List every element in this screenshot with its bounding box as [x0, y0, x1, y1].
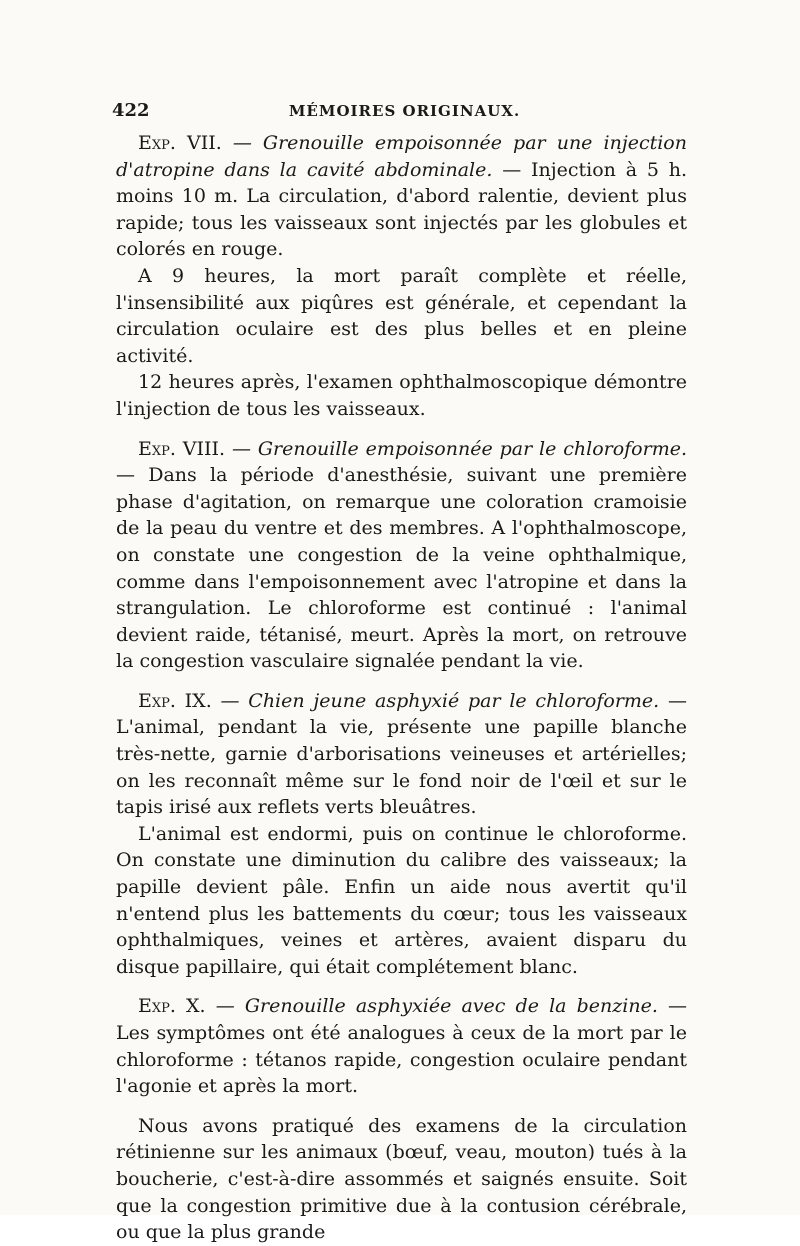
- paragraph: [116, 263, 687, 369]
- experiment-label: Exp. VII.: [138, 132, 222, 154]
- paragraph-text: — Les symptômes ont été analogues à ceux de la mort par le chloroforme : tétanos rapide, congestion oculaire pendant l'agonie et après la mort.: [116, 995, 687, 1098]
- experiment-label: Exp. X.: [138, 995, 206, 1018]
- paragraph-text: — Injection à 5 h. moins 10 m. La circulation, d'abord ralentie, devient plus rapide; tous les vaisseaux sont injectés par les globules et colorés en rouge.: [116, 158, 687, 261]
- paragraph: [116, 821, 687, 981]
- paragraph: [116, 369, 687, 422]
- paragraph: [116, 688, 687, 821]
- paragraph-text: A 9 heures, la mort paraît complète et réelle, l'insensibilité aux piqûres est générale, et cependant la circulation oculaire est des plus belles et en pleine activité.: [116, 264, 687, 367]
- paragraph-text: Nous avons pratiqué des examens de la circulation rétinienne sur les animaux (bœuf, veau, mouton) tués à la boucherie, c'est-à-dire assommés et saignés ensuite. Soit que la congestion primitive due à la contusion cérébrale, ou que la plus grande: [116, 1114, 687, 1244]
- paragraph: [116, 436, 687, 675]
- experiment-title: — Grenouille empoisonnée par le chloroforme.: [231, 437, 688, 460]
- paragraph-text: 12 heures après, l'examen ophthalmoscopique démontre l'injection de tous les vaisseaux.: [116, 371, 687, 420]
- page-body: [116, 130, 687, 1246]
- paragraph: [116, 993, 687, 1099]
- paragraph: [116, 130, 687, 263]
- paragraph-text: — Dans la période d'anesthésie, suivant une première phase d'agitation, on remarque une coloration cramoisie de la peau du ventre et des membres. A l'ophthalmoscope, on constate une congestion de la veine ophthalmique, comme dans l'empoisonnement avec l'atropine et dans la strangulation. Le chloroforme est continué : l'animal devient raide, tétanisé, meurt. Après la mort, on retrouve la congestion vasculaire signalée pendant la vie.: [116, 464, 687, 673]
- experiment-title: — Chien jeune asphyxié par le chloroforme.: [220, 689, 660, 712]
- paragraph-text: — L'animal, pendant la vie, présente une papille blanche très-nette, garnie d'arborisations veineuses et artérielles; on les reconnaît même sur le fond noir de l'œil et sur le tapis irisé aux reflets verts bleuâtres.: [116, 689, 687, 819]
- running-title: MÉMOIRES ORIGINAUX.: [288, 102, 521, 120]
- paragraph: [116, 1113, 687, 1246]
- experiment-title: — Grenouille empoisonnée par une injection d'atropine dans la cavité abdominale.: [116, 132, 687, 181]
- experiment-title: — Grenouille asphyxiée avec de la benzine.: [215, 995, 658, 1018]
- paragraph-text: L'animal est endormi, puis on continue le chloroforme. On constate une diminution du calibre des vaisseaux; la papille devient pâle. Enfin un aide nous avertit qu'il n'entend plus les battements du cœur; tous les vaisseaux ophthalmiques, veines et artères, avaient disparu du disque papillaire, qui était complétement blanc.: [116, 822, 687, 978]
- page-number: 422: [112, 100, 150, 121]
- experiment-label: Exp. VIII.: [138, 437, 226, 460]
- experiment-label: Exp. IX.: [138, 689, 212, 712]
